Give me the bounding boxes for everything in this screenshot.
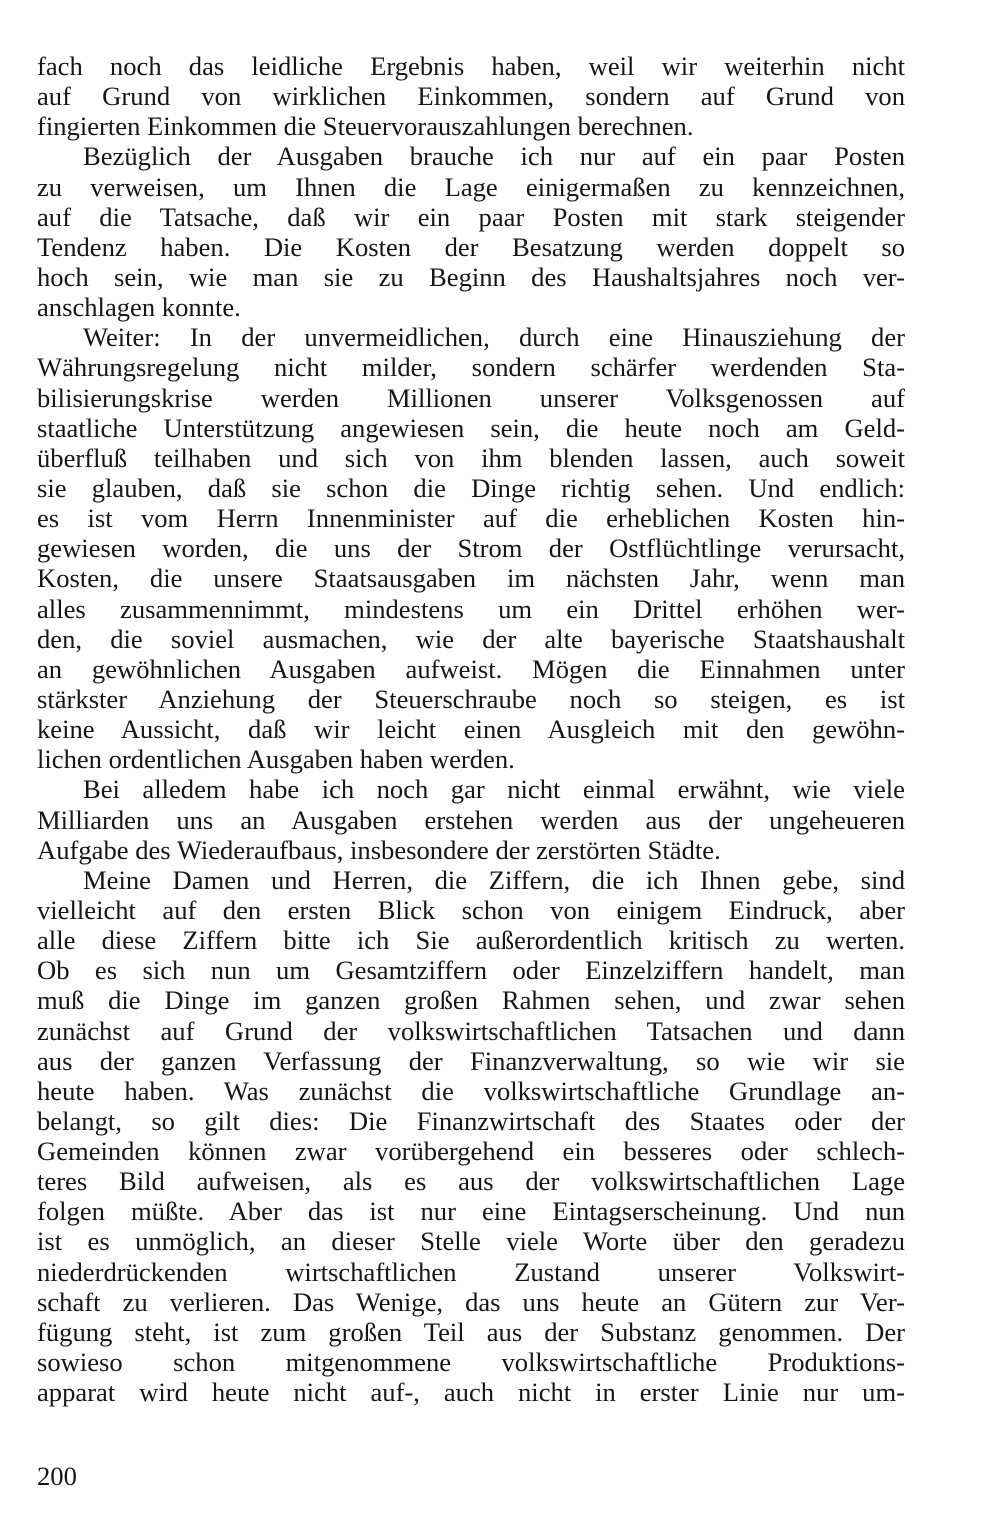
text-line: hoch sein, wie man sie zu Beginn des Haushaltsjahres noch ver- <box>37 261 905 292</box>
text-line: es ist vom Herrn Innenminister auf die erheblichen Kosten hin- <box>37 503 905 534</box>
text-line: zunächst auf Grund der volkswirtschaftlichen Tatsachen und dann <box>37 1015 905 1046</box>
text-line: Tendenz haben. Die Kosten der Besatzung werden doppelt so <box>37 231 905 262</box>
text-line: an gewöhnlichen Ausgaben aufweist. Mögen die Einnahmen unter <box>37 653 905 684</box>
text-line: apparat wird heute nicht auf-, auch nicht in erster Linie nur um- <box>37 1377 905 1408</box>
text-line: heute haben. Was zunächst die volkswirtschaftliche Grundlage an- <box>37 1075 905 1106</box>
page-number: 200 <box>37 1461 77 1491</box>
text-line: stärkster Anziehung der Steuerschraube noch so steigen, es ist <box>37 683 905 714</box>
text-line: aus der ganzen Verfassung der Finanzverwaltung, so wie wir sie <box>37 1045 905 1076</box>
text-line: Meine Damen und Herren, die Ziffern, die ich Ihnen gebe, sind <box>83 864 905 895</box>
text-line: Bezüglich der Ausgaben brauche ich nur auf ein paar Posten <box>83 141 905 172</box>
text-line: Weiter: In der unvermeidlichen, durch eine Hinausziehung der <box>83 322 905 353</box>
text-line: sowieso schon mitgenommene volkswirtschaftliche Produktions- <box>37 1347 905 1378</box>
text-line: folgen müßte. Aber das ist nur eine Eintagserscheinung. Und nun <box>37 1196 905 1227</box>
text-line: den, die soviel ausmachen, wie der alte bayerische Staatshaushalt <box>37 623 905 654</box>
text-line: auf die Tatsache, daß wir ein paar Posten mit stark steigender <box>37 201 905 232</box>
text-line: Kosten, die unsere Staatsausgaben im nächsten Jahr, wenn man <box>37 563 905 594</box>
text-line: fingierten Einkommen die Steuervorauszahlungen berechnen. <box>37 111 694 142</box>
text-line: vielleicht auf den ersten Blick schon von einigem Eindruck, aber <box>37 894 905 925</box>
text-line: überfluß teilhaben und sich von ihm blenden lassen, auch soweit <box>37 442 905 473</box>
text-line: Gemeinden können zwar vorübergehend ein besseres oder schlech- <box>37 1136 905 1167</box>
text-line: Währungsregelung nicht milder, sondern schärfer werdenden Sta- <box>37 352 905 383</box>
text-line: alle diese Ziffern bitte ich Sie außerordentlich kritisch zu werten. <box>37 925 905 956</box>
text-line: anschlagen konnte. <box>37 292 241 323</box>
text-line: Aufgabe des Wiederaufbaus, insbesondere der zerstörten Städte. <box>37 834 721 865</box>
text-line: bilisierungskrise werden Millionen unserer Volksgenossen auf <box>37 382 905 413</box>
text-line: schaft zu verlieren. Das Wenige, das uns heute an Gütern zur Ver- <box>37 1286 905 1317</box>
text-line: muß die Dinge im ganzen großen Rahmen sehen, und zwar sehen <box>37 985 905 1016</box>
text-line: sie glauben, daß sie schon die Dinge richtig sehen. Und endlich: <box>37 472 905 503</box>
text-line: belangt, so gilt dies: Die Finanzwirtschaft des Staates oder der <box>37 1105 905 1136</box>
text-line: zu verweisen, um Ihnen die Lage einigermaßen zu kennzeichnen, <box>37 171 905 202</box>
text-line: alles zusammennimmt, mindestens um ein Drittel erhöhen wer- <box>37 593 905 624</box>
text-line: auf Grund von wirklichen Einkommen, sondern auf Grund von <box>37 81 905 112</box>
text-line: Ob es sich nun um Gesamtziffern oder Einzelziffern handelt, man <box>37 955 905 986</box>
body-text <box>37 51 905 1407</box>
text-line: lichen ordentlichen Ausgaben haben werden. <box>37 744 515 775</box>
text-line: niederdrückenden wirtschaftlichen Zustand unserer Volkswirt- <box>37 1256 905 1287</box>
text-line: Bei alledem habe ich noch gar nicht einmal erwähnt, wie viele <box>83 774 905 805</box>
text-line: ist es unmöglich, an dieser Stelle viele Worte über den geradezu <box>37 1226 905 1257</box>
text-line: keine Aussicht, daß wir leicht einen Ausgleich mit den gewöhn- <box>37 714 905 745</box>
text-line: Milliarden uns an Ausgaben erstehen werden aus der ungeheueren <box>37 804 905 835</box>
text-line: gewiesen worden, die uns der Strom der Ostflüchtlinge verursacht, <box>37 533 905 564</box>
text-line: fügung steht, ist zum großen Teil aus der Substanz genommen. Der <box>37 1316 905 1347</box>
text-line: staatliche Unterstützung angewiesen sein, die heute noch am Geld- <box>37 412 905 443</box>
text-line: fach noch das leidliche Ergebnis haben, weil wir weiterhin nicht <box>37 51 905 81</box>
text-line: teres Bild aufweisen, als es aus der volkswirtschaftlichen Lage <box>37 1166 905 1197</box>
